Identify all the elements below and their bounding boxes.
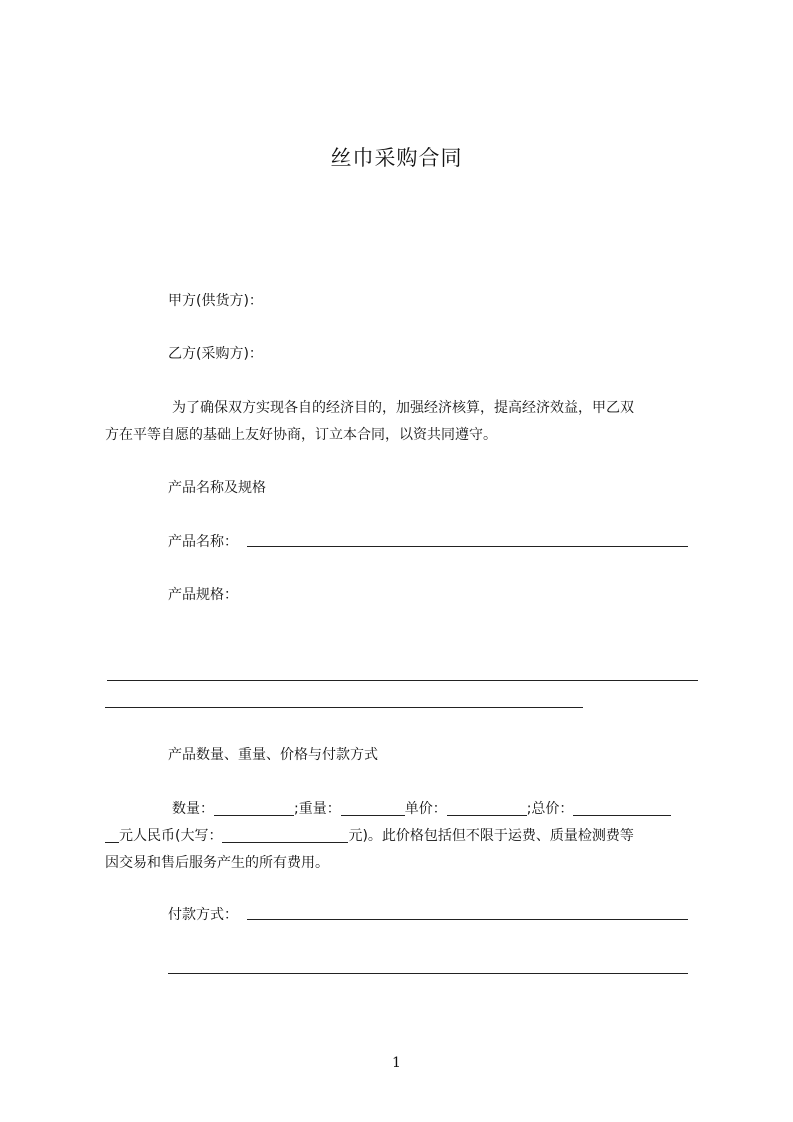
spec-blank-line-2 (105, 707, 583, 708)
price-note: 元)。此价格包括但不限于运费、质量检测费等 (348, 828, 634, 844)
section-quantity-heading: 产品数量、重量、价格与付款方式 (168, 747, 378, 763)
party-b-label: 乙方(采购方)： (168, 346, 263, 362)
weight-blank (341, 800, 405, 816)
currency-label: 元人民币(大写： (119, 828, 223, 844)
quantity-label: 数量： (172, 801, 214, 817)
spec-blank-line-1 (107, 680, 698, 681)
party-a-label: 甲方(供货方)： (168, 293, 263, 309)
currency-line (105, 822, 634, 850)
payment-method-blank (247, 919, 688, 920)
total-price-blank (573, 800, 671, 816)
unit-price-label: 单价： (404, 801, 447, 817)
payment-method-label: 付款方式： (168, 907, 238, 923)
total-price-blank-continued (105, 827, 119, 843)
weight-label: ;重量： (294, 801, 341, 817)
price-note-line-2: 因交易和售后服务产生的所有费用。 (105, 855, 329, 871)
intro-line-2: 方在平等自愿的基础上友好协商，订立本合同，以资共同遵守。 (105, 427, 497, 443)
page-number: 1 (392, 1055, 401, 1071)
product-spec-label: 产品规格： (168, 587, 238, 603)
product-name-label: 产品名称： (168, 534, 238, 550)
quantity-blank (214, 800, 294, 816)
total-price-label: ;总价： (526, 801, 574, 817)
intro-line-1: 为了确保双方实现各自的经济目的，加强经济核算，提高经济效益，甲乙双 (172, 400, 634, 416)
payment-method-blank-2 (168, 973, 688, 974)
contract-title: 丝巾采购合同 (330, 146, 463, 170)
section-product-heading: 产品名称及规格 (168, 480, 266, 496)
unit-price-blank (447, 800, 527, 816)
quantity-price-line (172, 795, 671, 823)
product-name-blank (247, 546, 688, 547)
amount-in-words-blank (222, 827, 348, 843)
